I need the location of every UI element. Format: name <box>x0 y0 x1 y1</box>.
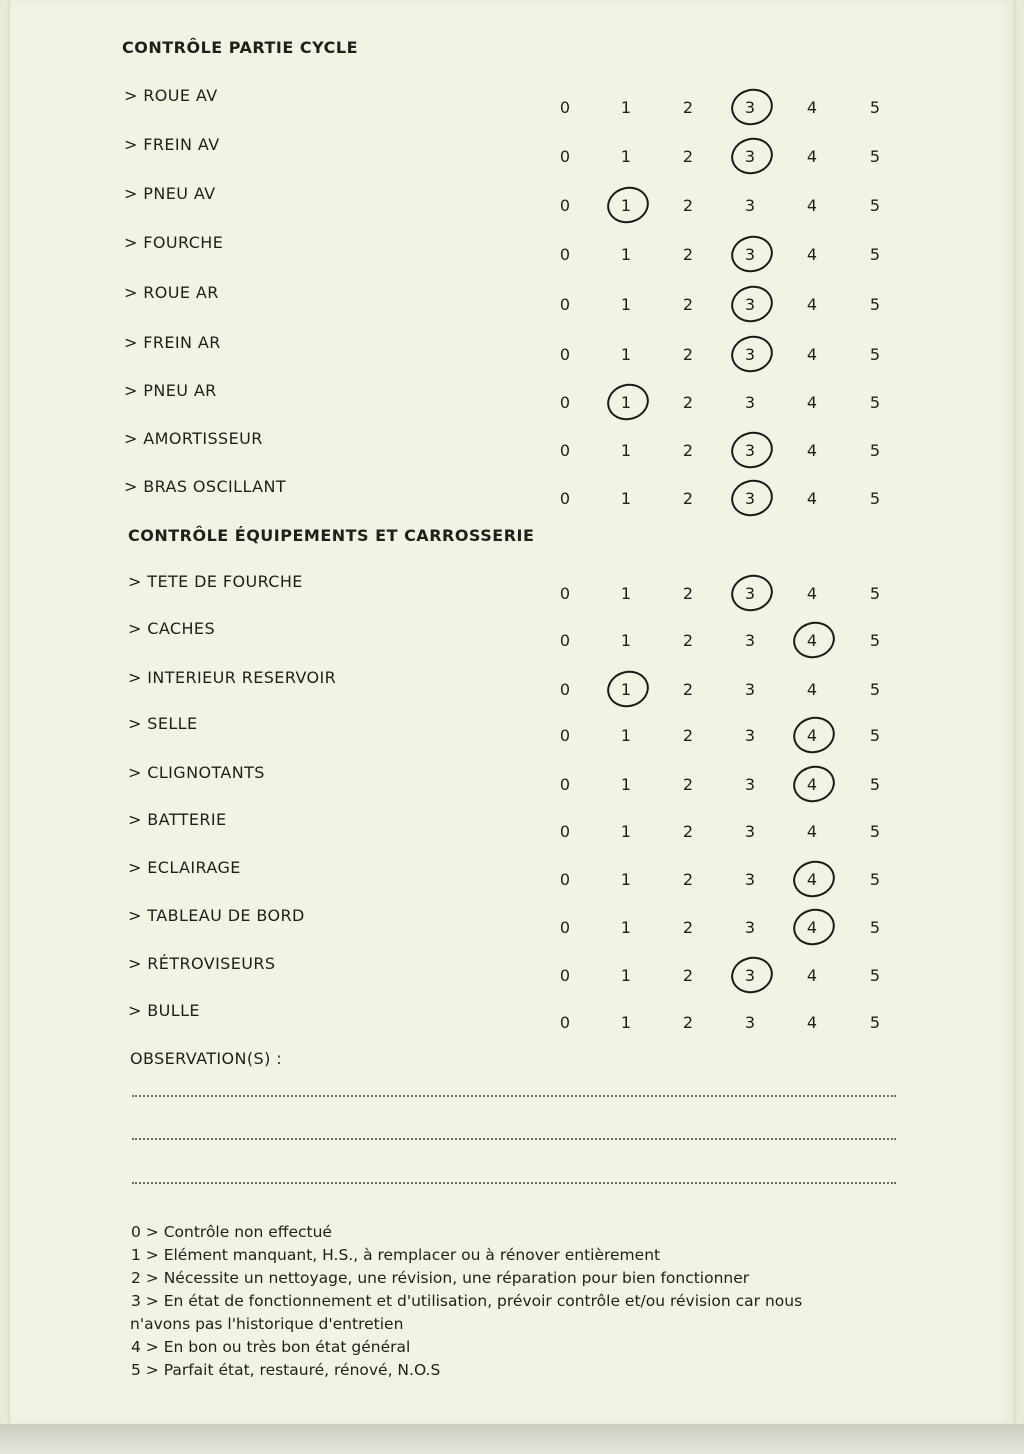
score-option-2[interactable]: 2 <box>682 918 694 937</box>
score-option-4[interactable]: 4 <box>806 584 818 603</box>
score-option-5[interactable]: 5 <box>869 584 881 603</box>
score-option-5[interactable]: 5 <box>869 245 881 264</box>
score-option-3[interactable]: 3 <box>730 441 770 461</box>
score-option-4[interactable]: 4 <box>792 775 832 795</box>
score-option-0[interactable]: 0 <box>559 147 571 166</box>
checklist-row <box>0 619 1024 659</box>
score-option-3[interactable]: 3 <box>730 584 770 604</box>
score-option-1[interactable]: 1 <box>620 98 632 117</box>
checklist-item-label: > PNEU AV <box>124 184 216 203</box>
score-option-4[interactable]: 4 <box>806 345 818 364</box>
score-option-0[interactable]: 0 <box>559 726 571 745</box>
score-option-5[interactable]: 5 <box>869 680 881 699</box>
checklist-row <box>0 86 1024 126</box>
score-option-4[interactable]: 4 <box>806 98 818 117</box>
score-option-1[interactable]: 1 <box>620 584 632 603</box>
score-option-4[interactable]: 4 <box>806 966 818 985</box>
score-option-2[interactable]: 2 <box>682 147 694 166</box>
score-option-0[interactable]: 0 <box>559 584 571 603</box>
score-option-5[interactable]: 5 <box>869 345 881 364</box>
score-option-0[interactable]: 0 <box>559 98 571 117</box>
score-option-1[interactable]: 1 <box>620 822 632 841</box>
checklist-row <box>0 477 1024 517</box>
score-option-3[interactable]: 3 <box>730 345 770 365</box>
score-option-2[interactable]: 2 <box>682 345 694 364</box>
score-option-2[interactable]: 2 <box>682 295 694 314</box>
score-option-3[interactable]: 3 <box>744 680 756 699</box>
score-option-1[interactable]: 1 <box>606 680 646 700</box>
checklist-row <box>0 135 1024 175</box>
page-bottom-edge <box>0 1424 1024 1454</box>
checklist-item-label: > BRAS OSCILLANT <box>124 477 287 496</box>
score-option-3[interactable]: 3 <box>744 726 756 745</box>
checklist-row <box>0 954 1024 994</box>
score-option-3[interactable]: 3 <box>744 918 756 937</box>
score-option-0[interactable]: 0 <box>559 196 571 215</box>
score-option-1[interactable]: 1 <box>606 393 646 413</box>
legend-line: 0 > Contrôle non effectué <box>131 1223 332 1241</box>
score-option-3[interactable]: 3 <box>730 147 770 167</box>
score-option-1[interactable]: 1 <box>606 196 646 216</box>
checklist-row <box>0 283 1024 323</box>
score-option-2[interactable]: 2 <box>682 196 694 215</box>
score-option-4[interactable]: 4 <box>806 489 818 508</box>
score-option-0[interactable]: 0 <box>559 441 571 460</box>
score-option-5[interactable]: 5 <box>869 918 881 937</box>
checklist-row <box>0 233 1024 273</box>
score-option-1[interactable]: 1 <box>620 775 632 794</box>
score-option-1[interactable]: 1 <box>620 489 632 508</box>
score-option-3[interactable]: 3 <box>744 631 756 650</box>
legend-line: 1 > Elément manquant, H.S., à remplacer ou à rénover entièrement <box>131 1246 661 1264</box>
checklist-item-label: > TETE DE FOURCHE <box>128 572 303 591</box>
score-option-3[interactable]: 3 <box>744 1013 756 1032</box>
checklist-item-label: > FREIN AV <box>124 135 220 154</box>
checklist-item-label: > SELLE <box>128 714 198 733</box>
score-option-2[interactable]: 2 <box>682 966 694 985</box>
observations-label: OBSERVATION(S) : <box>130 1049 282 1068</box>
score-option-4[interactable]: 4 <box>792 631 832 651</box>
checklist-row <box>0 333 1024 373</box>
score-option-3[interactable]: 3 <box>730 98 770 118</box>
checklist-row <box>0 1001 1024 1041</box>
score-option-2[interactable]: 2 <box>682 822 694 841</box>
score-option-4[interactable]: 4 <box>792 918 832 938</box>
score-option-3[interactable]: 3 <box>730 489 770 509</box>
score-option-0[interactable]: 0 <box>559 245 571 264</box>
score-option-1[interactable]: 1 <box>620 1013 632 1032</box>
score-option-4[interactable]: 4 <box>806 295 818 314</box>
score-option-3[interactable]: 3 <box>730 295 770 315</box>
score-option-2[interactable]: 2 <box>682 441 694 460</box>
score-option-4[interactable]: 4 <box>806 1013 818 1032</box>
score-option-5[interactable]: 5 <box>869 147 881 166</box>
score-option-1[interactable]: 1 <box>620 726 632 745</box>
score-option-4[interactable]: 4 <box>806 196 818 215</box>
checklist-row <box>0 858 1024 898</box>
checklist-row <box>0 429 1024 469</box>
score-option-1[interactable]: 1 <box>620 147 632 166</box>
score-option-3[interactable]: 3 <box>744 870 756 889</box>
score-option-0[interactable]: 0 <box>559 870 571 889</box>
score-option-2[interactable]: 2 <box>682 584 694 603</box>
score-legend <box>131 1221 891 1382</box>
score-option-5[interactable]: 5 <box>869 196 881 215</box>
checklist-row <box>0 906 1024 946</box>
score-option-0[interactable]: 0 <box>559 631 571 650</box>
score-option-0[interactable]: 0 <box>559 822 571 841</box>
score-option-2[interactable]: 2 <box>682 726 694 745</box>
legend-line: 4 > En bon ou très bon état général <box>131 1338 411 1356</box>
score-option-5[interactable]: 5 <box>869 98 881 117</box>
score-option-0[interactable]: 0 <box>559 489 571 508</box>
score-option-3[interactable]: 3 <box>744 775 756 794</box>
score-option-2[interactable]: 2 <box>682 489 694 508</box>
checklist-item-label: > AMORTISSEUR <box>124 429 263 448</box>
checklist-row <box>0 810 1024 850</box>
score-option-5[interactable]: 5 <box>869 966 881 985</box>
observation-line[interactable] <box>132 1138 896 1140</box>
score-option-5[interactable]: 5 <box>869 822 881 841</box>
score-option-4[interactable]: 4 <box>792 870 832 890</box>
checklist-item-label: > CLIGNOTANTS <box>128 763 265 782</box>
checklist-row <box>0 381 1024 421</box>
legend-line: 3 > En état de fonctionnement et d'utilisation, prévoir contrôle et/ou révision car nous <box>131 1292 803 1310</box>
score-option-3[interactable]: 3 <box>744 196 756 215</box>
score-option-1[interactable]: 1 <box>620 295 632 314</box>
score-option-4[interactable]: 4 <box>806 393 818 412</box>
score-option-5[interactable]: 5 <box>869 1013 881 1032</box>
score-option-1[interactable]: 1 <box>620 966 632 985</box>
section-title-equipment: CONTRÔLE ÉQUIPEMENTS ET CARROSSERIE <box>128 526 535 545</box>
score-option-0[interactable]: 0 <box>559 1013 571 1032</box>
score-option-5[interactable]: 5 <box>869 870 881 889</box>
score-option-3[interactable]: 3 <box>730 245 770 265</box>
score-option-2[interactable]: 2 <box>682 393 694 412</box>
score-option-4[interactable]: 4 <box>806 680 818 699</box>
score-option-1[interactable]: 1 <box>620 870 632 889</box>
score-option-2[interactable]: 2 <box>682 1013 694 1032</box>
score-option-2[interactable]: 2 <box>682 680 694 699</box>
checklist-item-label: > BULLE <box>128 1001 200 1020</box>
score-option-4[interactable]: 4 <box>806 147 818 166</box>
observation-line[interactable] <box>132 1095 896 1097</box>
score-option-5[interactable]: 5 <box>869 295 881 314</box>
score-option-0[interactable]: 0 <box>559 393 571 412</box>
checklist-row <box>0 184 1024 224</box>
score-option-5[interactable]: 5 <box>869 441 881 460</box>
checklist-item-label: > FOURCHE <box>124 233 224 252</box>
score-option-2[interactable]: 2 <box>682 245 694 264</box>
score-option-2[interactable]: 2 <box>682 631 694 650</box>
score-option-5[interactable]: 5 <box>869 393 881 412</box>
score-option-3[interactable]: 3 <box>744 822 756 841</box>
checklist-item-label: > INTERIEUR RESERVOIR <box>128 668 337 687</box>
score-option-5[interactable]: 5 <box>869 775 881 794</box>
legend-line: 5 > Parfait état, restauré, rénové, N.O.S <box>131 1361 441 1379</box>
score-option-5[interactable]: 5 <box>869 631 881 650</box>
score-option-3[interactable]: 3 <box>744 393 756 412</box>
score-option-0[interactable]: 0 <box>559 966 571 985</box>
checklist-item-label: > CACHES <box>128 619 215 638</box>
score-option-4[interactable]: 4 <box>806 245 818 264</box>
score-option-2[interactable]: 2 <box>682 98 694 117</box>
score-option-2[interactable]: 2 <box>682 775 694 794</box>
section-title-cycle: CONTRÔLE PARTIE CYCLE <box>122 38 358 57</box>
score-option-4[interactable]: 4 <box>806 822 818 841</box>
score-option-1[interactable]: 1 <box>620 441 632 460</box>
checklist-item-label: > RÉTROVISEURS <box>128 954 276 973</box>
score-option-5[interactable]: 5 <box>869 489 881 508</box>
score-option-0[interactable]: 0 <box>559 918 571 937</box>
score-option-1[interactable]: 1 <box>620 631 632 650</box>
checklist-item-label: > BATTERIE <box>128 810 227 829</box>
score-option-1[interactable]: 1 <box>620 245 632 264</box>
observation-line[interactable] <box>132 1182 896 1184</box>
score-option-0[interactable]: 0 <box>559 295 571 314</box>
score-option-1[interactable]: 1 <box>620 345 632 364</box>
checklist-item-label: > FREIN AR <box>124 333 221 352</box>
checklist-row <box>0 714 1024 754</box>
score-option-4[interactable]: 4 <box>792 726 832 746</box>
checklist-item-label: > ECLAIRAGE <box>128 858 241 877</box>
legend-line: n'avons pas l'historique d'entretien <box>130 1315 404 1333</box>
score-option-0[interactable]: 0 <box>559 345 571 364</box>
checklist-item-label: > TABLEAU DE BORD <box>128 906 305 925</box>
checklist-item-label: > ROUE AV <box>124 86 218 105</box>
score-option-4[interactable]: 4 <box>806 441 818 460</box>
checklist-item-label: > ROUE AR <box>124 283 219 302</box>
checklist-row <box>0 668 1024 708</box>
score-option-1[interactable]: 1 <box>620 918 632 937</box>
score-option-0[interactable]: 0 <box>559 775 571 794</box>
score-option-0[interactable]: 0 <box>559 680 571 699</box>
checklist-item-label: > PNEU AR <box>124 381 217 400</box>
score-option-5[interactable]: 5 <box>869 726 881 745</box>
checklist-row <box>0 572 1024 612</box>
score-option-2[interactable]: 2 <box>682 870 694 889</box>
checklist-row <box>0 763 1024 803</box>
score-option-3[interactable]: 3 <box>730 966 770 986</box>
legend-line: 2 > Nécessite un nettoyage, une révision, une réparation pour bien fonctionner <box>131 1269 750 1287</box>
